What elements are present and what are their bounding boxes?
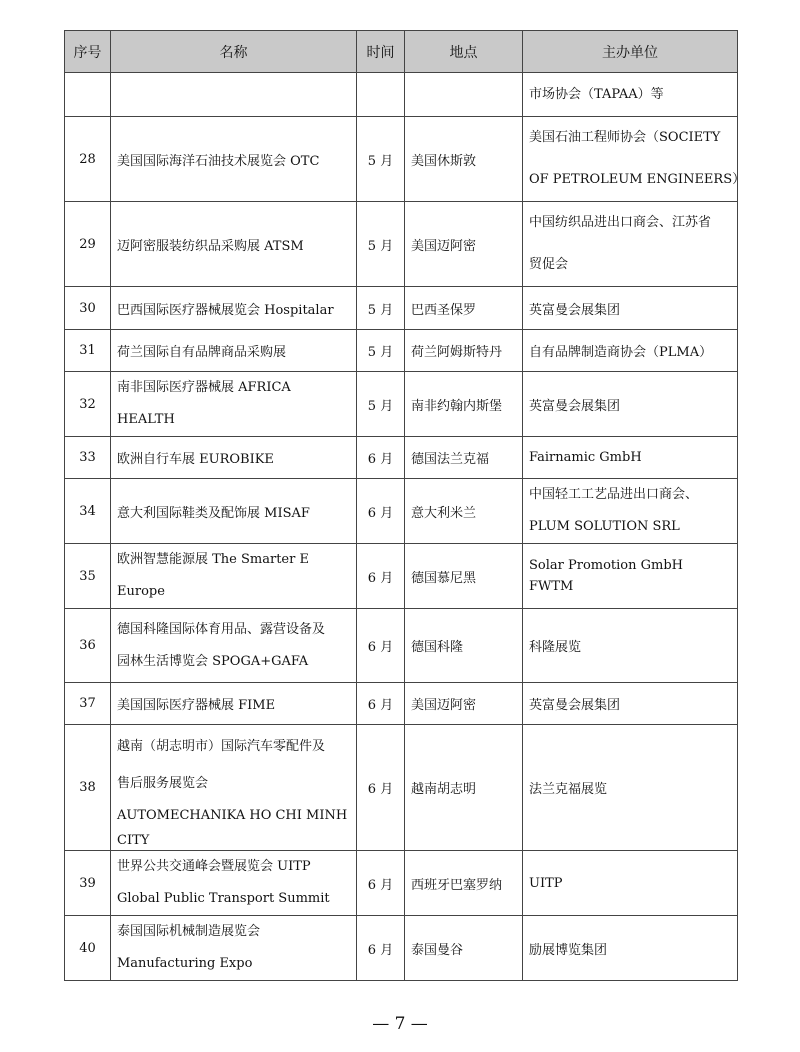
cell-name <box>111 725 357 851</box>
cell-organizer <box>523 851 738 916</box>
cell-name <box>111 372 357 437</box>
cell-line: 自有品牌制造商协会（PLMA） <box>529 345 713 360</box>
cell-organizer <box>523 117 746 202</box>
table-row <box>65 725 738 851</box>
cell-name <box>111 683 357 725</box>
cell-time: 6 月 <box>357 609 405 683</box>
cell-time: 6 月 <box>357 544 405 609</box>
cell-name <box>111 437 357 479</box>
cell-name <box>111 916 357 981</box>
cell-organizer <box>523 479 738 544</box>
cell-line: 巴西国际医疗器械展览会 Hospitalar <box>117 302 334 318</box>
table-row <box>65 372 738 437</box>
header-organizer: 主办单位 <box>523 31 738 73</box>
table-row <box>65 683 738 725</box>
cell-line: 欧洲自行车展 EUROBIKE <box>117 452 274 467</box>
cell-line: 励展博览集团 <box>529 942 608 958</box>
cell-time: 5 月 <box>357 330 405 372</box>
cell-organizer <box>523 544 738 609</box>
table-row <box>65 479 738 544</box>
cell-name <box>111 73 357 117</box>
cell-no: 39 <box>65 851 111 916</box>
table-row <box>65 916 738 981</box>
table-row <box>65 287 738 330</box>
cell-place: 意大利米兰 <box>405 479 523 544</box>
cell-time: 6 月 <box>357 683 405 725</box>
cell-organizer <box>523 916 738 981</box>
cell-line: 英富曼会展集团 <box>529 302 621 318</box>
cell-organizer <box>523 437 738 479</box>
cell-line: Solar Promotion GmbH <box>529 558 684 573</box>
cell-no: 32 <box>65 372 111 437</box>
cell-time: 6 月 <box>357 916 405 981</box>
cell-place: 德国科隆 <box>405 609 523 683</box>
table-row <box>65 851 738 916</box>
cell-organizer <box>523 372 738 437</box>
cell-time <box>357 73 405 117</box>
cell-place: 越南胡志明 <box>405 725 523 851</box>
cell-line: 英富曼会展集团 <box>529 398 621 414</box>
cell-no: 29 <box>65 202 111 287</box>
cell-time: 5 月 <box>357 202 405 287</box>
cell-no <box>65 73 111 117</box>
cell-line: UITP <box>529 875 563 891</box>
cell-line: 世界公共交通峰会暨展览会 UITP <box>117 859 311 874</box>
cell-line: 中国轻工工艺品进出口商会、 <box>529 487 699 502</box>
cell-time: 5 月 <box>357 117 405 202</box>
table-row-continuation <box>65 73 738 117</box>
cell-line: 意大利国际鞋类及配饰展 MISAF <box>117 505 310 521</box>
cell-line: PLUM SOLUTION SRL <box>529 519 680 534</box>
cell-line: 市场协会（TAPAA）等 <box>529 86 664 102</box>
cell-line: Europe <box>117 584 165 599</box>
cell-no: 37 <box>65 683 111 725</box>
cell-name <box>111 544 357 609</box>
cell-time: 6 月 <box>357 437 405 479</box>
exhibitions-table <box>64 30 746 981</box>
cell-line: HEALTH <box>117 412 175 427</box>
header-no: 序号 <box>65 31 111 73</box>
cell-line: Global Public Transport Summit <box>117 891 330 906</box>
table-row <box>65 202 738 287</box>
cell-place: 美国迈阿密 <box>405 683 523 725</box>
table-row <box>65 544 738 609</box>
cell-line: 荷兰国际自有品牌商品采购展 <box>117 345 287 360</box>
cell-line: 园林生活博览会 SPOGA+GAFA <box>117 653 309 669</box>
page-number: — 7 — <box>372 1014 428 1034</box>
cell-no: 34 <box>65 479 111 544</box>
cell-line: 泰国国际机械制造展览会 <box>117 924 261 939</box>
cell-organizer <box>523 725 738 851</box>
cell-name <box>111 287 357 330</box>
cell-place <box>405 73 523 117</box>
cell-line: 法兰克福展览 <box>529 782 608 797</box>
cell-time: 6 月 <box>357 851 405 916</box>
cell-organizer <box>523 73 738 117</box>
cell-no: 35 <box>65 544 111 609</box>
cell-name <box>111 117 357 202</box>
cell-organizer <box>523 330 738 372</box>
header-time: 时间 <box>357 31 405 73</box>
cell-no: 28 <box>65 117 111 202</box>
cell-name <box>111 479 357 544</box>
cell-no: 30 <box>65 287 111 330</box>
cell-line: AUTOMECHANIKA HO CHI MINH <box>117 807 348 823</box>
cell-organizer <box>523 287 738 330</box>
cell-line: FWTM <box>529 579 574 594</box>
cell-line: 欧洲智慧能源展 The Smarter E <box>117 552 309 567</box>
table-row <box>65 330 738 372</box>
cell-time: 6 月 <box>357 725 405 851</box>
cell-place: 西班牙巴塞罗纳 <box>405 851 523 916</box>
header-name: 名称 <box>111 31 357 73</box>
cell-line: Manufacturing Expo <box>117 956 253 971</box>
cell-place: 南非约翰内斯堡 <box>405 372 523 437</box>
cell-line: 美国石油工程师协会（SOCIETY <box>529 130 721 145</box>
cell-no: 33 <box>65 437 111 479</box>
cell-line: 售后服务展览会 <box>117 775 209 791</box>
cell-line: Fairnamic GmbH <box>529 450 642 465</box>
cell-line: 中国纺织品进出口商会、江苏省 <box>529 215 712 230</box>
cell-line: 科隆展览 <box>529 640 582 655</box>
cell-line: 迈阿密服装纺织品采购展 ATSM <box>117 238 304 254</box>
cell-line: 英富曼会展集团 <box>529 698 621 713</box>
cell-time: 6 月 <box>357 479 405 544</box>
cell-time: 5 月 <box>357 372 405 437</box>
cell-place: 德国法兰克福 <box>405 437 523 479</box>
cell-no: 40 <box>65 916 111 981</box>
cell-line: 越南（胡志明市）国际汽车零配件及 <box>117 738 326 754</box>
cell-line: 美国国际海洋石油技术展览会 OTC <box>117 153 320 169</box>
header-place: 地点 <box>405 31 523 73</box>
cell-place: 荷兰阿姆斯特丹 <box>405 330 523 372</box>
cell-organizer <box>523 683 738 725</box>
cell-place: 美国休斯敦 <box>405 117 523 202</box>
cell-place: 美国迈阿密 <box>405 202 523 287</box>
cell-organizer <box>523 202 738 287</box>
cell-line: OF PETROLEUM ENGINEERS） <box>529 172 746 187</box>
cell-no: 38 <box>65 725 111 851</box>
cell-place: 泰国曼谷 <box>405 916 523 981</box>
cell-place: 德国慕尼黑 <box>405 544 523 609</box>
table-row <box>65 117 738 202</box>
cell-line: 美国国际医疗器械展 FIME <box>117 698 276 713</box>
cell-time: 5 月 <box>357 287 405 330</box>
cell-no: 31 <box>65 330 111 372</box>
cell-line: 贸促会 <box>529 257 569 272</box>
table-row <box>65 437 738 479</box>
cell-line: 德国科隆国际体育用品、露营设备及 <box>117 621 326 637</box>
table-header-row <box>65 31 738 73</box>
table-row <box>65 609 738 683</box>
cell-organizer <box>523 609 738 683</box>
cell-no: 36 <box>65 609 111 683</box>
cell-name <box>111 330 357 372</box>
cell-line: 南非国际医疗器械展 AFRICA <box>117 380 291 395</box>
cell-name <box>111 609 357 683</box>
cell-line: CITY <box>117 832 150 848</box>
cell-place: 巴西圣保罗 <box>405 287 523 330</box>
cell-name <box>111 202 357 287</box>
cell-name <box>111 851 357 916</box>
